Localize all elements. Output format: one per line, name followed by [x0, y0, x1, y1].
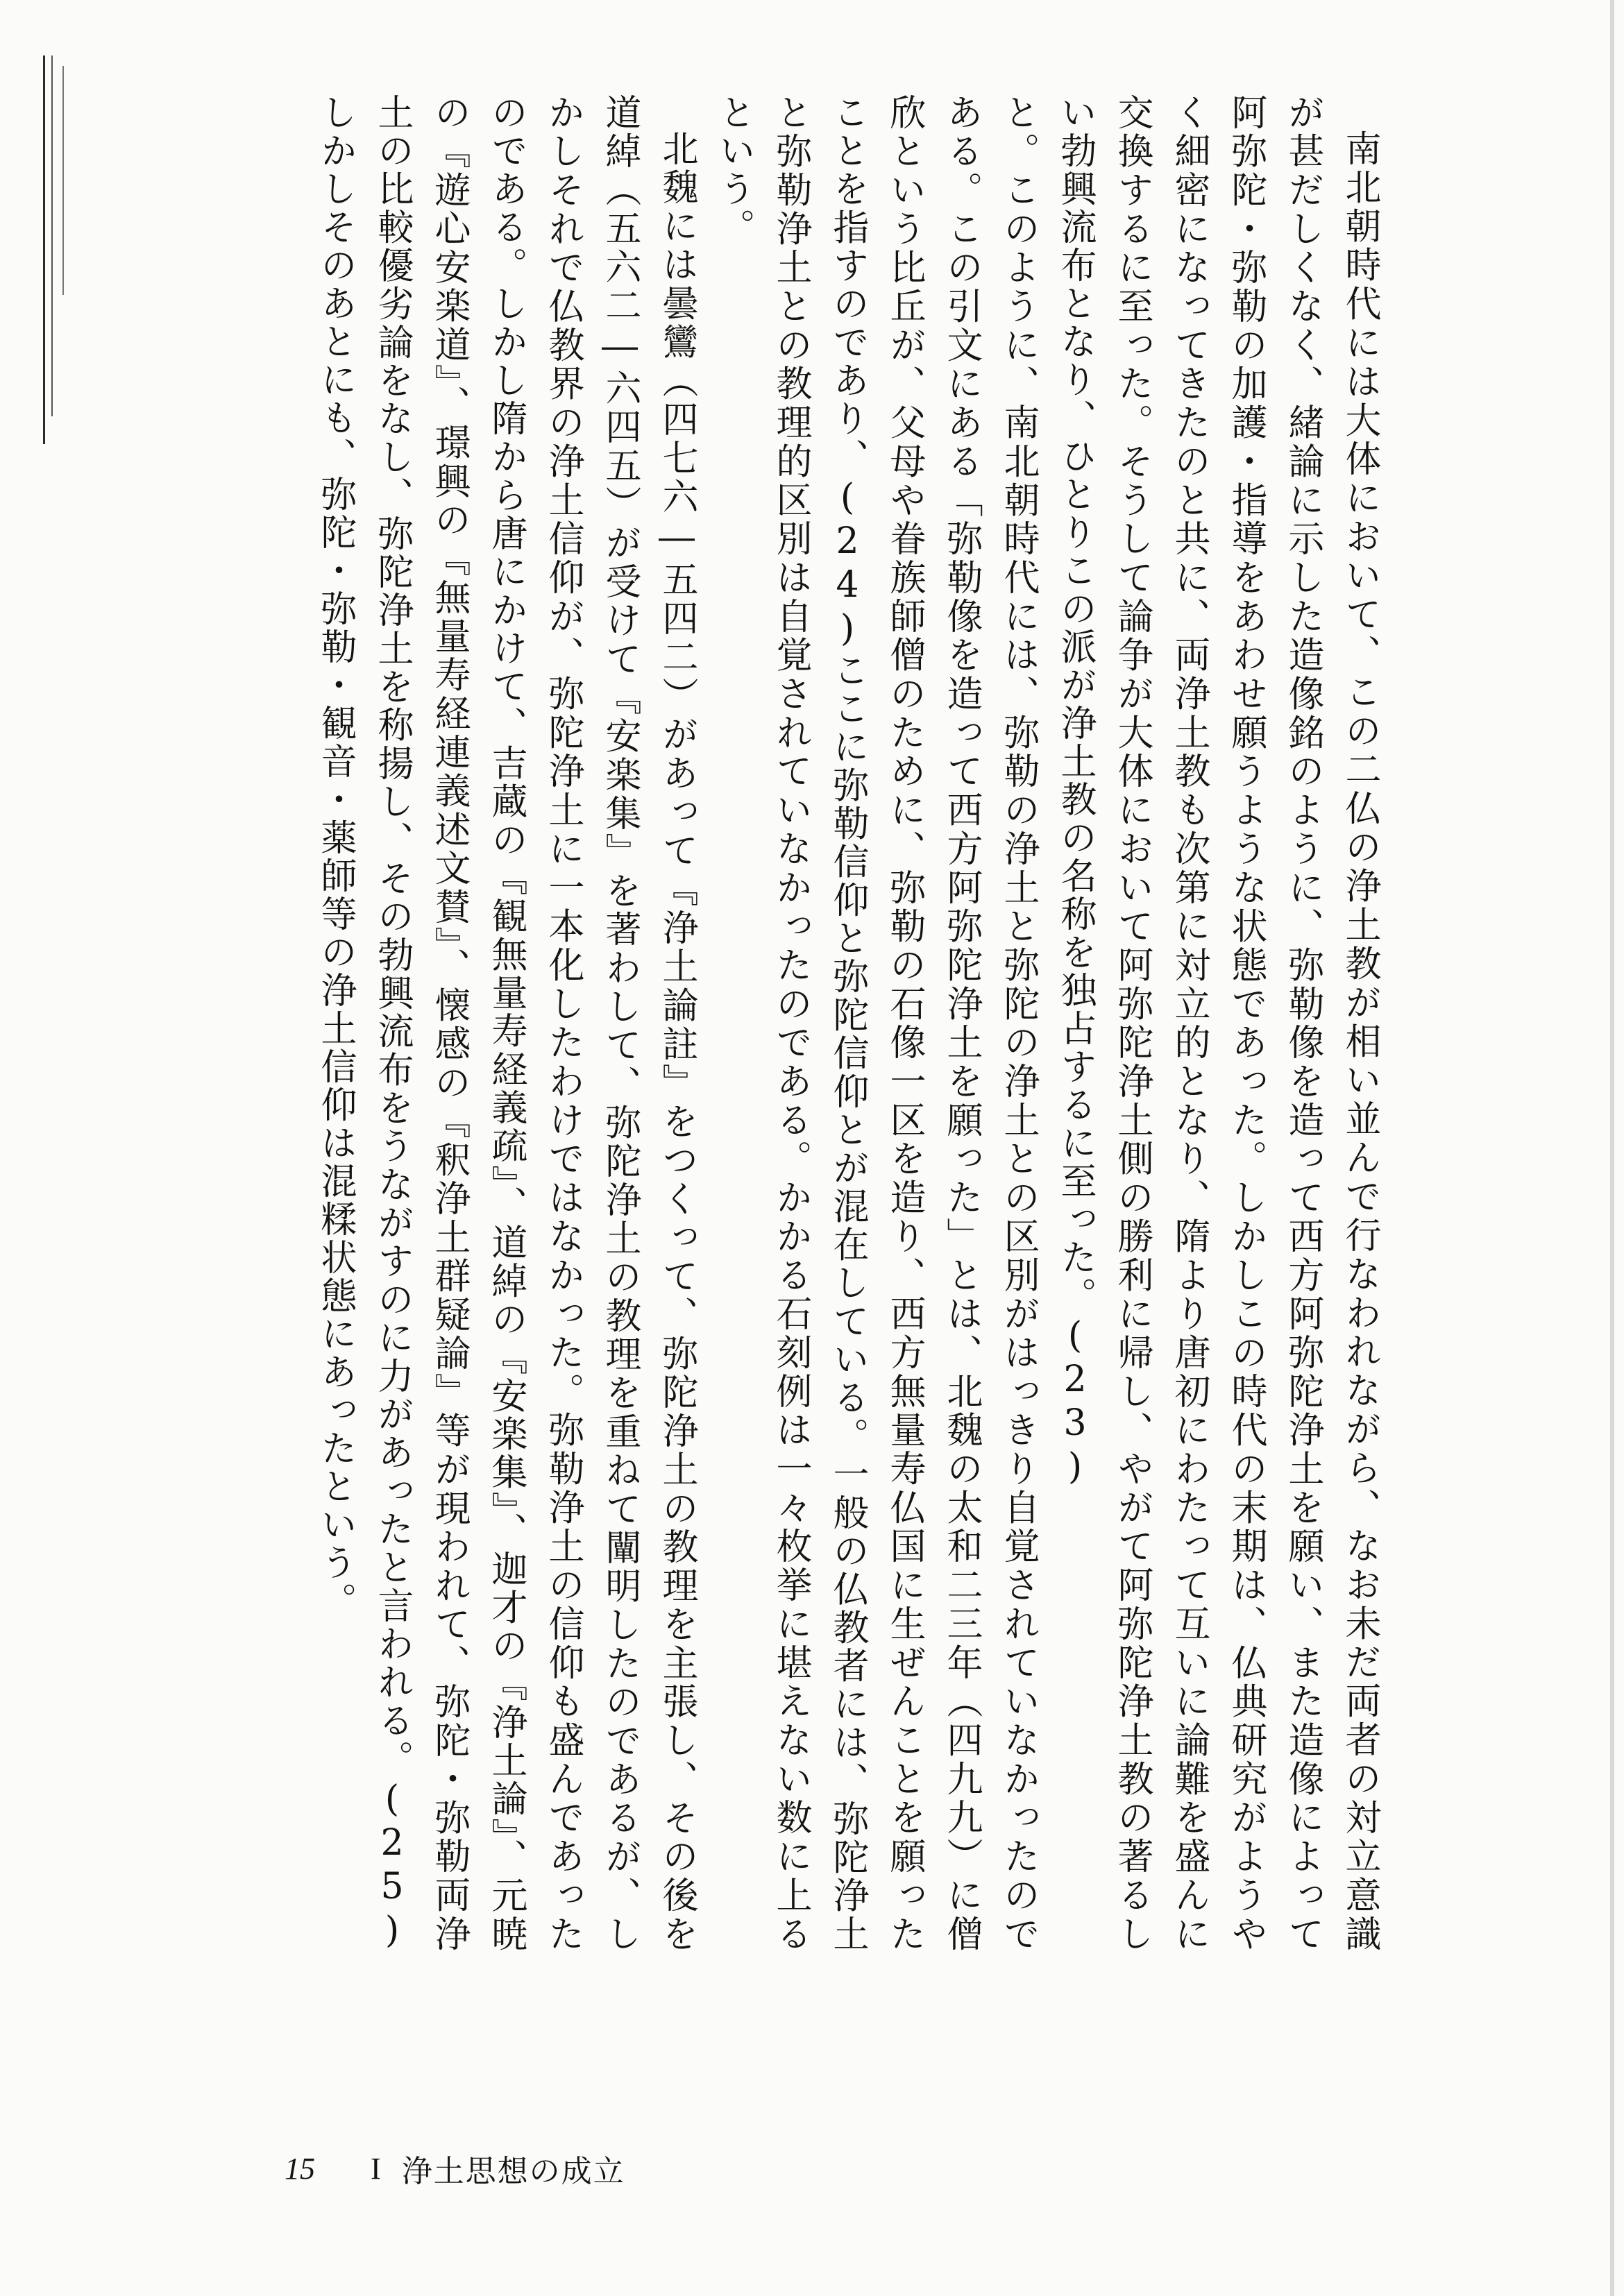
- page-footer: [285, 2141, 1117, 2196]
- page-number: 15: [285, 2151, 315, 2186]
- paragraph-3: 北魏には曇鸞（四七六―五四二）があって『浄土論註』をつくって、弥陀浄土の教理を主張し、その後を道綽（五六二―六四五）が受けて『安楽集』を著わして、弥陀浄土の教理を重ねて闡明したのであるが、しかしそれで仏教界の浄土信仰が、弥陀浄土に一本化したわけではなかった。弥勒浄土の信仰も盛んであったのである。しかし隋から唐にかけて、吉蔵の『観無量寿経義疏』、道綽の『安楽集』、迦才の『浄土論』、元暁の『遊心安楽道』、璟興の『無量寿経連義述文賛』、懐感の『釈浄土群疑論』等が現われて、弥陀・弥勒両浄土の比較優劣論をなし、弥陀浄土を称揚し、その勃興流布をうながすのに力があったと言われる。(25)しかしそのあとにも、弥陀・弥勒・観音・薬師等の浄土信仰は混糅状態にあったという。: [314, 94, 697, 1953]
- chapter-title: 浄土思想の成立: [401, 2154, 625, 2189]
- body-text: [264, 94, 1388, 1953]
- chapter-number: I: [371, 2151, 381, 2186]
- scan-edge-line: [62, 66, 64, 295]
- scan-edge-line: [1610, 0, 1614, 2296]
- paragraph-1: 南北朝時代には大体において、この二仏の浄土教が相い並んで行なわれながら、なお未だ両者の対立意識が甚だしくなく、緒論に示した造像銘のように、弥勒像を造って西方阿弥陀浄土を願い、また造像によって阿弥陀・弥勒の加護・指導をあわせ願うような状態であった。しかしこの時代の末期は、仏典研究がようやく細密になってきたのと共に、両浄土教も次第に対立的となり、隋より唐初にわたって互いに論難を盛んに交換するに至った。そうして論争が大体において阿弥陀浄土側の勝利に帰し、やがて阿弥陀浄土教の著るしい勃興流布となり、ひとりこの派が浄土教の名称を独占するに至った。(23): [1054, 94, 1380, 1953]
- paragraph-2: と。このように、南北朝時代には、弥勒の浄土と弥陀の浄土との区別がはっきり自覚されていなかったのである。この引文にある「弥勒像を造って西方阿弥陀浄土を願った」とは、北魏の太和二三年（四九九）に僧欣という比丘が、父母や眷族師僧のために、弥勒の石像一区を造り、西方無量寿仏国に生ぜんことを願ったことを指すのであり、(24)ここに弥勒信仰と弥陀信仰とが混在している。一般の仏教者には、弥陀浄土と弥勒浄土との教理的区別は自覚されていなかったのである。かかる石刻例は一々枚挙に堪えない数に上るという。: [713, 94, 1039, 1953]
- scan-edge-line: [51, 56, 53, 416]
- scan-edge-line: [43, 56, 45, 444]
